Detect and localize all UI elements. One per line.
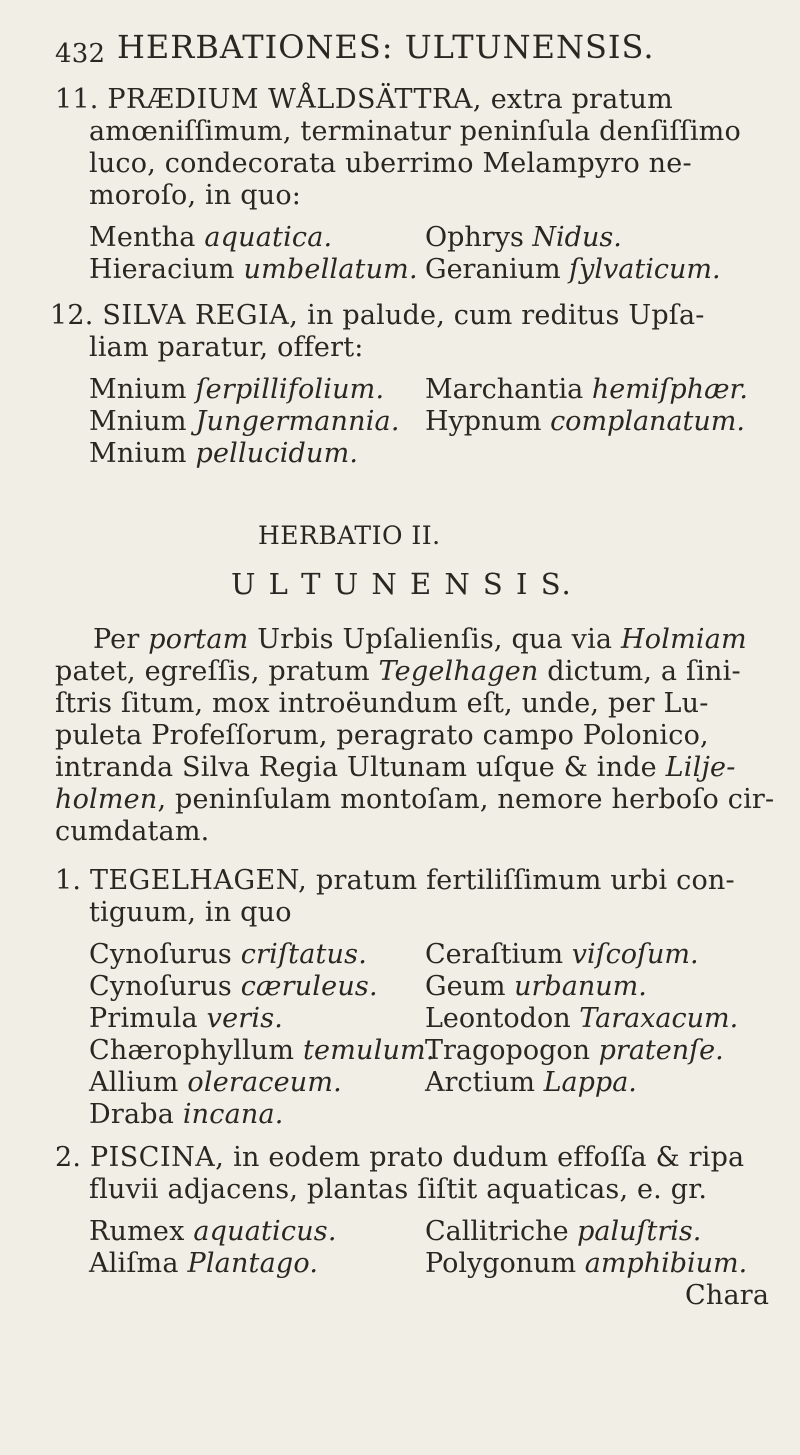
intro-line-3: ſtris ſitum, mox introëundum eſt, unde, per Lu-: [55, 688, 709, 719]
section-number: 2.: [55, 1142, 82, 1173]
plant-entry: Mentha aquatica.: [89, 222, 333, 253]
intro-line-5: intranda Silva Regia Ultunam uſque & inde Lilje-: [55, 752, 736, 783]
plant-entry: Tragopogon pratenſe.: [425, 1035, 724, 1066]
plant-entry: Hypnum complanatum.: [425, 406, 745, 437]
intro-line-7: cumdatam.: [55, 816, 210, 847]
plant-entry: Primula veris.: [89, 1003, 284, 1034]
plant-entry: Polygonum amphibium.: [425, 1248, 748, 1279]
section-heading: PRÆDIUM WÅLDSÄTTRA,: [107, 84, 482, 115]
section-2-line-2: fluvii adjacens, plantas ſiſtit aquaticas, e. gr.: [89, 1174, 708, 1205]
intro-line-2: patet, egreſſis, pratum Tegelhagen dictum, a ſini-: [55, 656, 741, 687]
catchword: Chara: [685, 1280, 770, 1311]
running-title: HERBATIONES: ULTUNENSIS.: [117, 28, 655, 66]
section-11-line-1: [55, 84, 673, 116]
plant-entry: Aliſma Plantago.: [89, 1248, 319, 1279]
plant-entry: Geum urbanum.: [425, 971, 647, 1002]
section-heading: PISCINA,: [89, 1142, 225, 1173]
plant-entry: Ceraſtium viſcoſum.: [425, 939, 699, 970]
plant-entry: Draba incana.: [89, 1099, 284, 1130]
section-number: 12.: [50, 300, 94, 331]
intro-line-4: puleta Profeſſorum, peragrato campo Polonico,: [55, 720, 709, 751]
section-2-line-1: [55, 1142, 744, 1174]
section-text: in palude, cum reditus Upſa-: [307, 300, 705, 331]
plant-entry: Ophrys Nidus.: [425, 222, 622, 253]
section-number: 1.: [55, 865, 82, 896]
section-1-line-1: [55, 865, 735, 897]
plant-entry: Mnium ſerpillifolium.: [89, 374, 385, 405]
plant-entry: Mnium Jungermannia.: [89, 406, 400, 437]
herbatio-subtitle: U L T U N E N S I S.: [231, 567, 573, 601]
section-11-line-4: moroſo, in quo:: [89, 180, 302, 211]
section-text: in eodem prato dudum effoſſa & ripa: [233, 1142, 745, 1173]
section-heading: SILVA REGIA,: [102, 300, 299, 331]
plant-entry: Leontodon Taraxacum.: [425, 1003, 739, 1034]
plant-entry: Arctium Lappa.: [425, 1067, 637, 1098]
plant-entry: Chærophyllum temulum.: [89, 1035, 435, 1066]
plant-entry: Rumex aquaticus.: [89, 1216, 337, 1247]
section-text: extra pratum: [490, 84, 673, 115]
plant-entry: Marchantia hemiſphær.: [425, 374, 749, 405]
section-11-line-2: amœniſſimum, terminatur peninſula denſiſſimo: [89, 116, 741, 147]
plant-entry: Cynoſurus criſtatus.: [89, 939, 367, 970]
intro-line-6: holmen, peninſulam montoſam, nemore herboſo cir-: [55, 784, 775, 815]
section-11-line-3: luco, condecorata uberrimo Melampyro ne-: [89, 148, 692, 179]
section-heading: TEGELHAGEN,: [89, 865, 308, 896]
section-12-line-1: [50, 300, 705, 332]
page-number: 432: [55, 39, 106, 69]
plant-entry: Hieracium umbellatum.: [89, 254, 418, 285]
plant-entry: Mnium pellucidum.: [89, 438, 359, 469]
plant-entry: Geranium ſylvaticum.: [425, 254, 721, 285]
section-1-line-2: tiguum, in quo: [89, 897, 292, 928]
section-number: 11.: [55, 84, 99, 115]
section-12-line-2: liam paratur, offert:: [89, 332, 364, 363]
section-text: pratum fertiliſſimum urbi con-: [316, 865, 735, 896]
intro-line-1: Per portam Urbis Upſalienſis, qua via Holmiam: [93, 624, 747, 655]
plant-entry: Callitriche paluſtris.: [425, 1216, 702, 1247]
herbatio-title: HERBATIO II.: [258, 521, 441, 550]
plant-entry: Cynoſurus cæruleus.: [89, 971, 378, 1002]
plant-entry: Allium oleraceum.: [89, 1067, 342, 1098]
